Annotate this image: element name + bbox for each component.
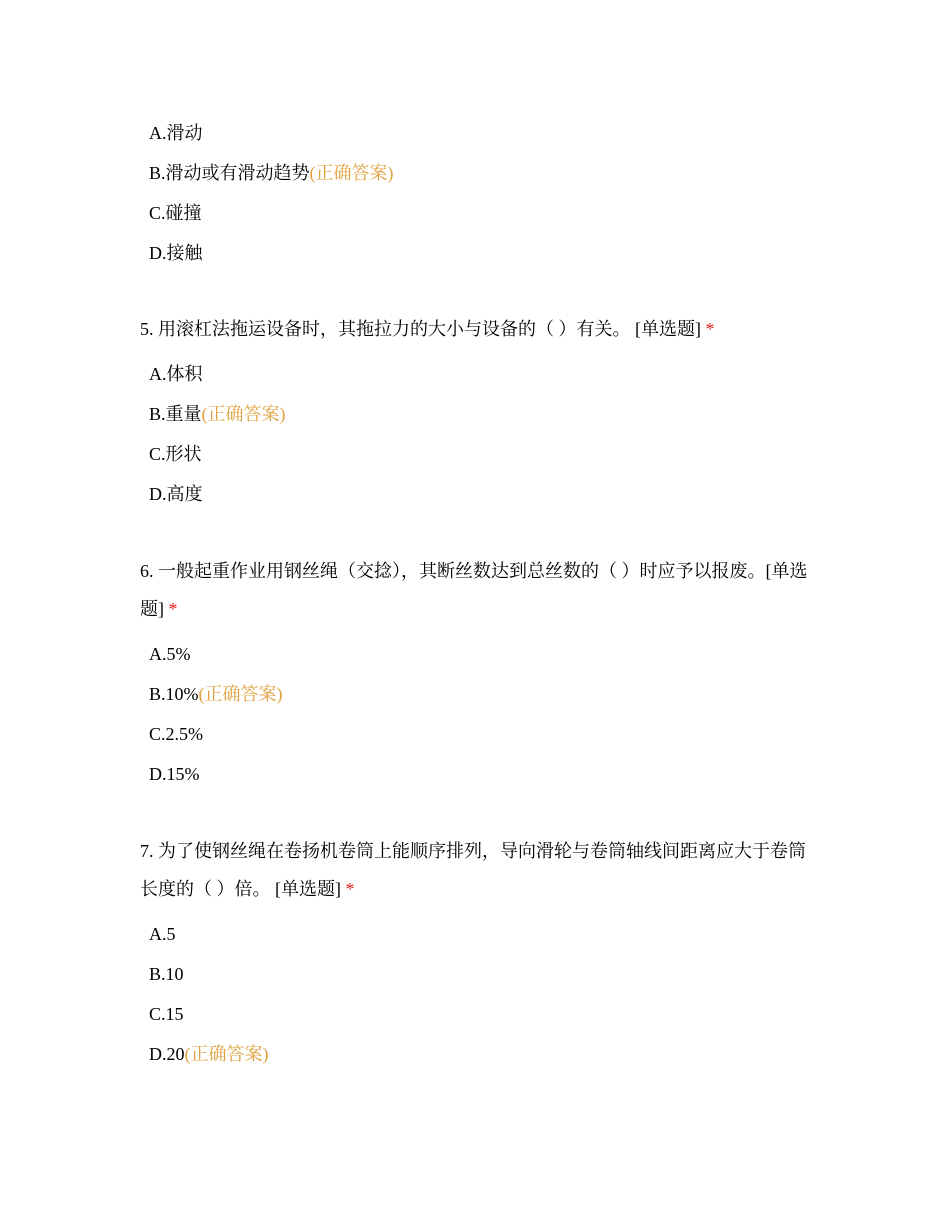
question-5-text	[140, 310, 820, 348]
option-label: A.体积	[149, 364, 203, 384]
option-5d	[149, 474, 820, 514]
option-6c	[149, 714, 820, 754]
option-4b	[149, 153, 820, 193]
correct-answer-tag: (正确答案)	[184, 1044, 269, 1064]
option-5c	[149, 434, 820, 474]
option-6a	[149, 634, 820, 674]
option-5a	[149, 354, 820, 394]
option-label: C.形状	[149, 444, 202, 464]
option-label: C.2.5%	[149, 724, 203, 744]
required-mark: *	[168, 599, 178, 619]
option-label: D.20	[149, 1044, 185, 1064]
question-text: 5. 用滚杠法拖运设备时，其拖拉力的大小与设备的（ ）有关。 [单选题]	[140, 319, 701, 339]
option-4c	[149, 193, 820, 233]
option-4d	[149, 233, 820, 273]
option-label: D.高度	[149, 484, 203, 504]
correct-answer-tag: (正确答案)	[309, 163, 394, 183]
option-5b	[149, 394, 820, 434]
option-label: B.滑动或有滑动趋势	[149, 163, 310, 183]
option-7a	[149, 914, 820, 954]
option-7b	[149, 954, 820, 994]
option-label: A.5%	[149, 644, 191, 664]
required-mark: *	[705, 319, 715, 339]
correct-answer-tag: (正确答案)	[198, 684, 283, 704]
option-label: D.接触	[149, 243, 203, 263]
question-6	[140, 552, 820, 794]
question-text: 7. 为了使钢丝绳在卷扬机卷筒上能顺序排列，导向滑轮与卷筒轴线间距离应大于卷筒长度的（ ）倍。 [单选题]	[140, 841, 806, 899]
correct-answer-tag: (正确答案)	[201, 404, 286, 424]
option-label: C.碰撞	[149, 203, 202, 223]
option-7c	[149, 994, 820, 1034]
question-7	[140, 832, 820, 1074]
option-4a	[149, 113, 820, 153]
required-mark: *	[345, 879, 355, 899]
question-7-text	[140, 832, 820, 908]
option-6b	[149, 674, 820, 714]
option-label: C.15	[149, 1004, 184, 1024]
option-7d	[149, 1034, 820, 1074]
question-5	[140, 310, 820, 514]
option-6d	[149, 754, 820, 794]
option-label: A.5	[149, 924, 176, 944]
question-6-text	[140, 552, 820, 628]
option-label: B.10	[149, 964, 184, 984]
question-4-options	[140, 113, 820, 273]
question-text: 6. 一般起重作业用钢丝绳（交捻），其断丝数达到总丝数的（ ）时应予以报废。[单选题]	[140, 561, 808, 619]
option-label: D.15%	[149, 764, 200, 784]
option-label: B.重量	[149, 404, 202, 424]
option-label: A.滑动	[149, 123, 203, 143]
option-label: B.10%	[149, 684, 199, 704]
